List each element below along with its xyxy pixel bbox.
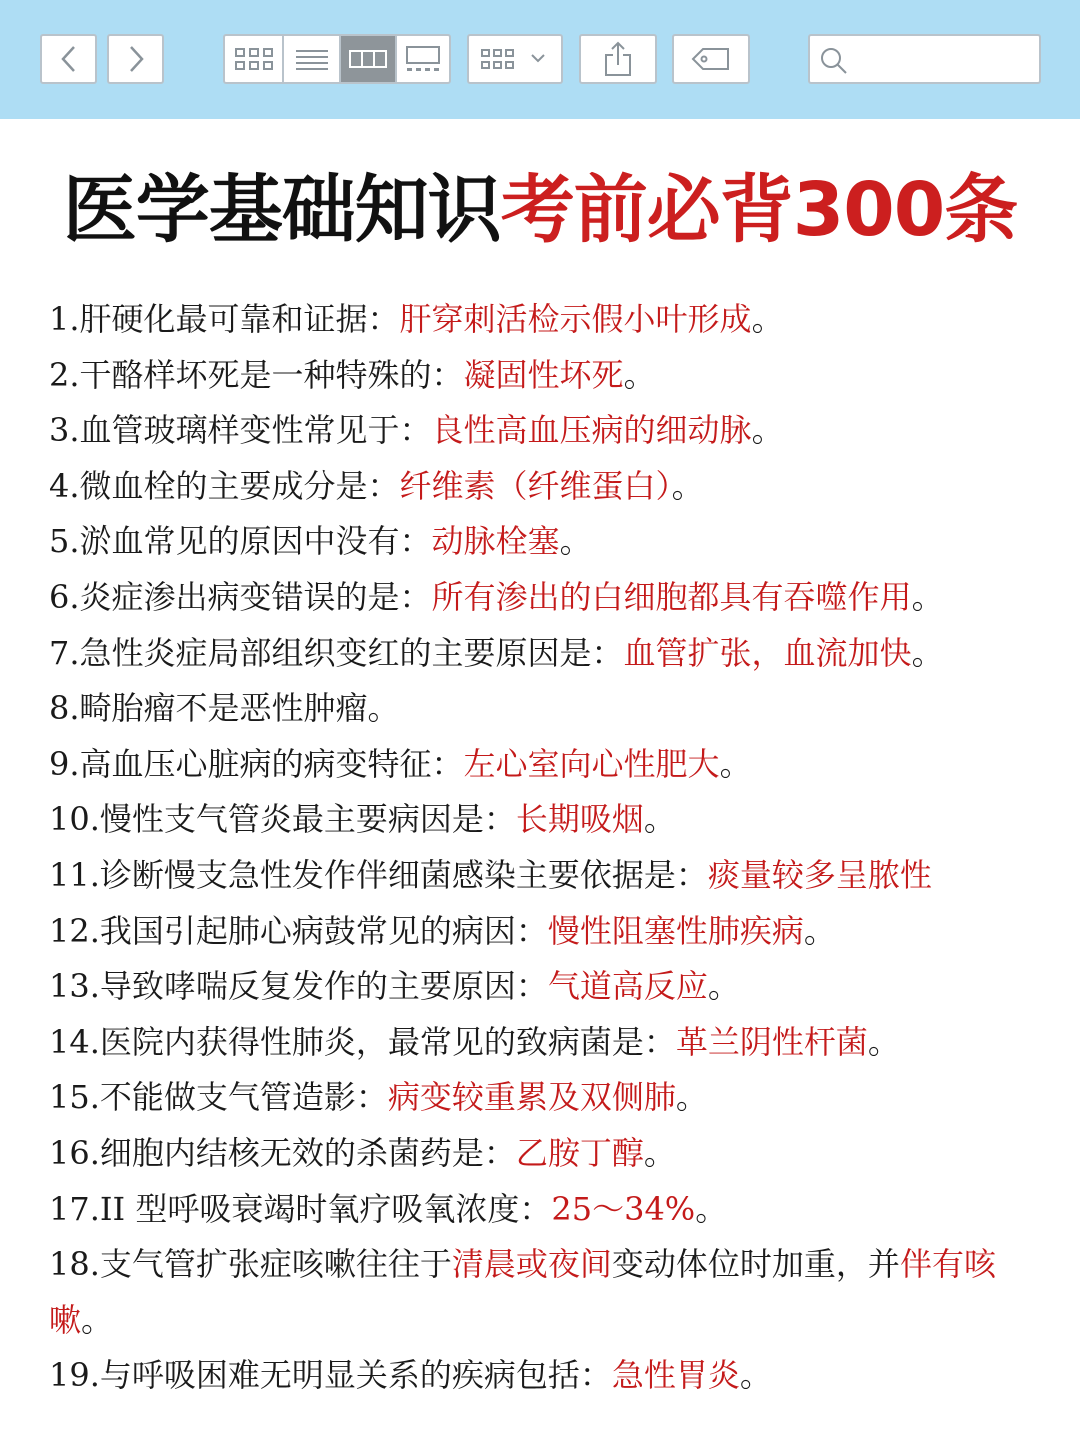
column-view-icon: [348, 48, 388, 70]
list-item: 19.与呼吸困难无明显关系的疾病包括：急性胃炎。: [49, 1356, 772, 1395]
list-item: 13.导致哮喘反复发作的主要原因：气道高反应。: [49, 967, 740, 1006]
list-view-button[interactable]: [284, 36, 341, 82]
tag-icon: [691, 46, 731, 72]
list-view-icon: [295, 47, 329, 71]
list-item: 2.干酪样坏死是一种特殊的：凝固性坏死。: [49, 355, 656, 394]
list-item: 18.支气管扩张症咳嗽往往于清晨或夜间变动体位时加重，并伴有咳嗽。: [49, 1245, 996, 1339]
tag-button[interactable]: [672, 34, 750, 84]
list-item: 11.诊断慢支急性发作伴细菌感染主要依据是：痰量较多呈脓性: [49, 855, 932, 894]
list-item: 1.肝硬化最可靠和证据：肝穿刺活检示假小叶形成。: [49, 300, 784, 338]
list-item: 7.急性炎症局部组织变红的主要原因是：血管扩张，血流加快。: [49, 633, 944, 672]
list-item: 3.血管玻璃样变性常见于：良性高血压病的细动脉。: [49, 411, 784, 450]
knowledge-list: [49, 292, 1049, 1404]
list-item: 4.微血栓的主要成分是：纤维素（纤维蛋白）。: [49, 466, 704, 505]
search-icon: [820, 47, 848, 75]
title-black-part: 医学基础知识: [62, 167, 501, 253]
list-item: 16.细胞内结核无效的杀菌药是：乙胺丁醇。: [49, 1133, 676, 1172]
search-input[interactable]: [854, 42, 1034, 76]
back-button[interactable]: [40, 34, 97, 84]
chevron-left-icon: [59, 44, 79, 74]
toolbar: [0, 0, 1080, 119]
column-view-button[interactable]: [341, 36, 398, 82]
list-item: 5.淤血常见的原因中没有：动脉栓塞。: [49, 522, 592, 561]
group-by-icon: [480, 46, 550, 72]
search-field[interactable]: [808, 34, 1041, 84]
list-item: 8.畸胎瘤不是恶性肿瘤。: [49, 689, 400, 728]
share-button[interactable]: [579, 34, 657, 84]
group-by-button[interactable]: [467, 34, 563, 84]
list-item: 12.我国引起肺心病鼓常见的病因：慢性阻塞性肺疾病。: [49, 911, 836, 950]
grid-view-icon: [234, 46, 274, 72]
list-item: 17.II 型呼吸衰竭时氧疗吸氧浓度：25～34%。: [49, 1189, 728, 1228]
chevron-right-icon: [126, 44, 146, 74]
forward-button[interactable]: [107, 34, 164, 84]
gallery-view-icon: [403, 45, 443, 73]
list-item: 14.医院内获得性肺炎，最常见的致病菌是：革兰阴性杆菌。: [49, 1022, 900, 1061]
view-mode-segmented-control: [223, 34, 451, 84]
grid-view-button[interactable]: [225, 36, 284, 82]
gallery-view-button[interactable]: [397, 36, 449, 82]
page-title: [0, 168, 1080, 252]
list-item: 15.不能做支气管造影：病变较重累及双侧肺。: [49, 1078, 708, 1117]
list-item: 6.炎症渗出病变错误的是：所有渗出的白细胞都具有吞噬作用。: [49, 577, 944, 616]
list-item: 10.慢性支气管炎最主要病因是：长期吸烟。: [49, 800, 676, 839]
list-item: 9.高血压心脏病的病变特征：左心室向心性肥大。: [49, 744, 752, 783]
share-icon: [603, 41, 633, 77]
title-red-part: 考前必背300条: [500, 167, 1018, 253]
